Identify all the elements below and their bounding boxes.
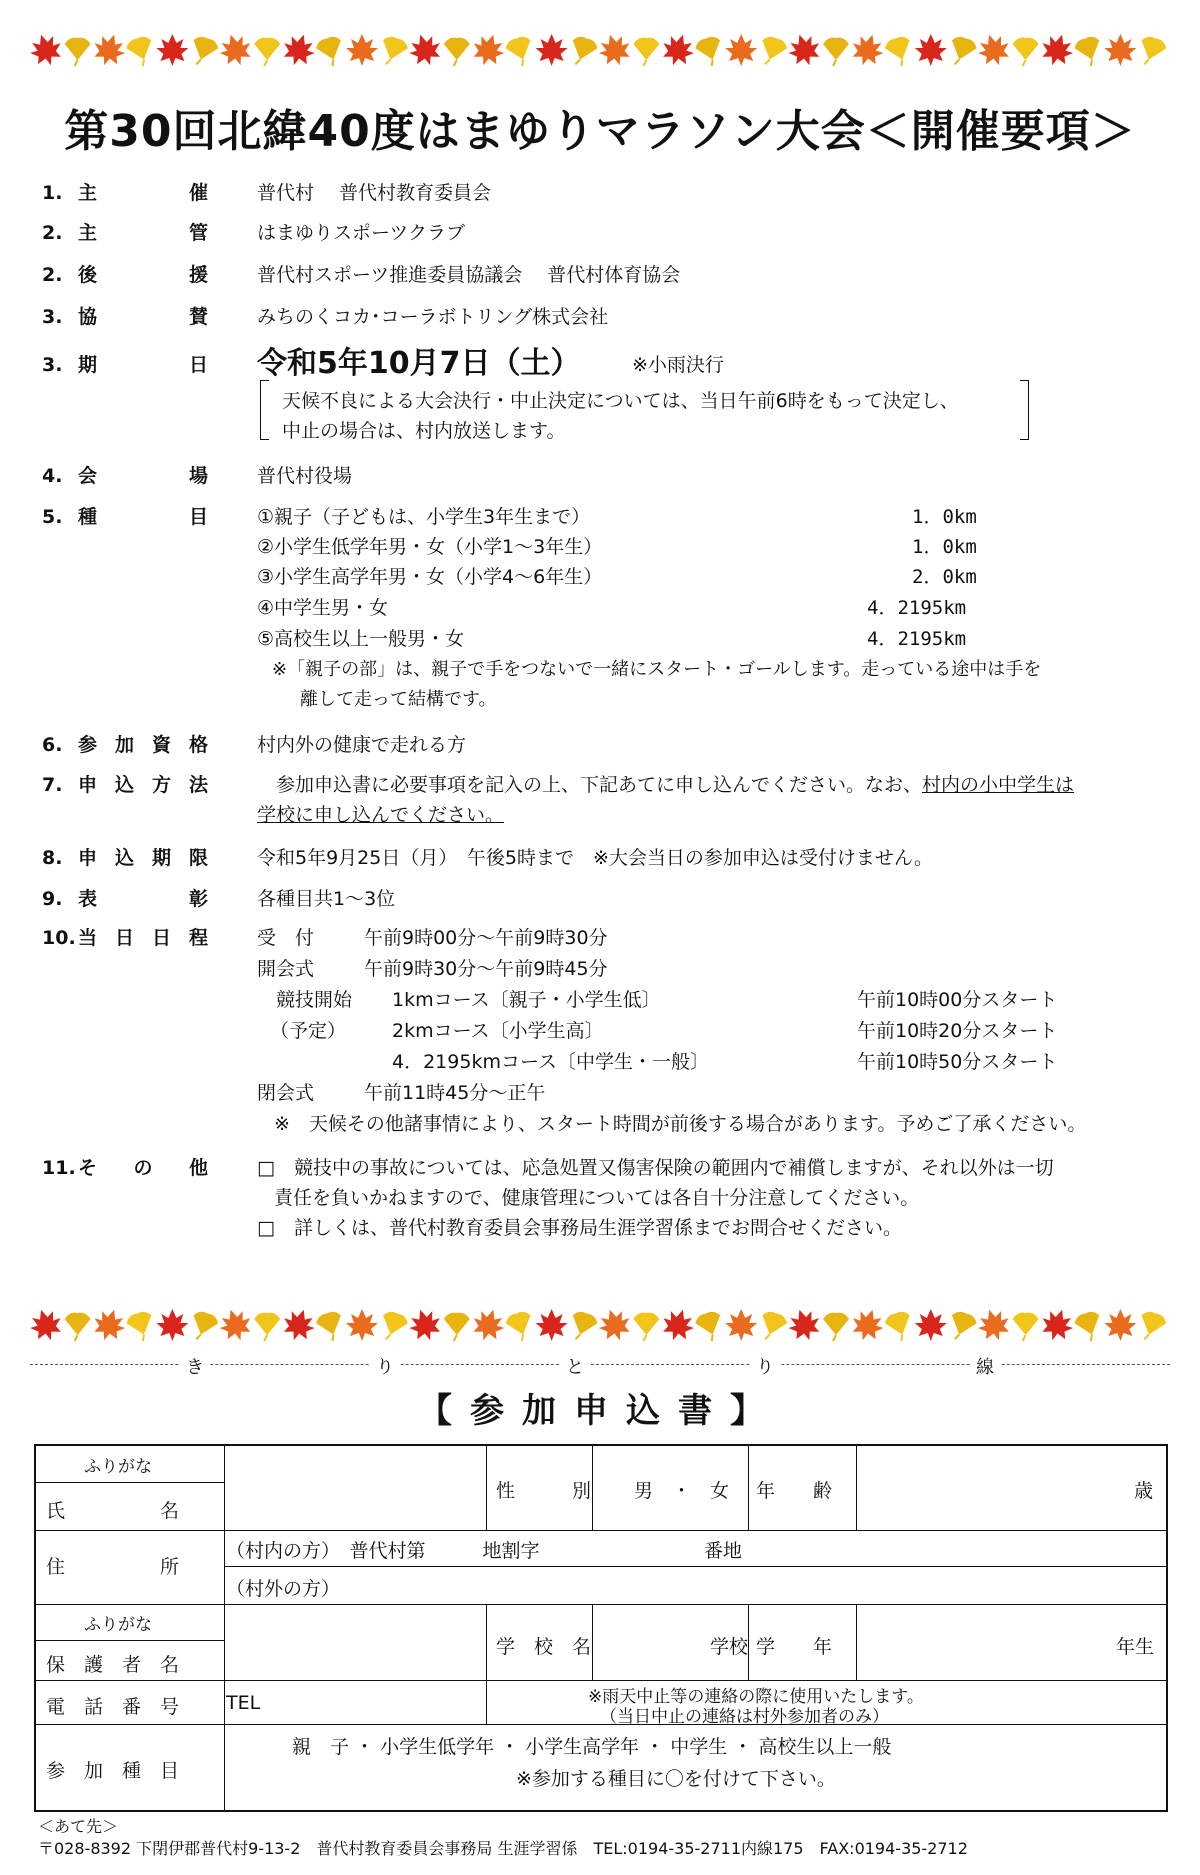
ginkgo-leaf-icon (1135, 1309, 1169, 1344)
section-number: 6. (42, 734, 63, 756)
support-value: 普代村スポーツ推進委員協議会 普代村体育協会 (257, 264, 681, 286)
maple-leaf-icon (279, 1305, 319, 1345)
section-label: そ の 他 (78, 1157, 208, 1179)
section-number: 2. (42, 264, 63, 286)
maple-leaf-icon (595, 1305, 635, 1345)
category-label: 参 加 種 目 (46, 1760, 180, 1782)
section-application (42, 770, 1162, 830)
course-name: 1kmコース〔親子・小学生低〕 (392, 989, 661, 1011)
event-item-distance: 1．0km (912, 536, 977, 558)
form-title: 【参加申込書】 (418, 1391, 782, 1431)
awards-value: 各種目共1～3位 (257, 888, 396, 910)
ginkgo-leaf-icon (755, 1309, 789, 1344)
ginkgo-leaf-icon (883, 34, 917, 69)
event-item-distance: 2．0km (912, 566, 977, 588)
ginkgo-leaf-icon (376, 1309, 410, 1344)
application-form (34, 1444, 1168, 1812)
ginkgo-leaf-icon (125, 1309, 159, 1344)
section-label: 主 管 (78, 222, 208, 244)
course-name: 4．2195kmコース〔中学生・一般〕 (392, 1051, 710, 1073)
ginkgo-leaf-icon (187, 1309, 221, 1344)
maple-leaf-icon (536, 34, 568, 66)
phone-usage-note: ※雨天中止等の連絡の際に使用いたします。 (588, 1687, 924, 1707)
page-title: 第30回北緯40度はまゆりマラソン大会＜開催要項＞ (64, 106, 1136, 157)
insurance-note: □ 競技中の事故については、応急処置又傷害保険の範囲内で補償しますが、それ以外は一切 (257, 1157, 1054, 1179)
section-number: 3. (42, 306, 63, 328)
section-events (42, 502, 1162, 712)
ginkgo-leaf-icon (1073, 34, 1107, 69)
event-item-name: ③小学生高学年男・女（小学4～6年生） (257, 566, 603, 588)
reception-label: 受 付 (257, 927, 315, 949)
guardian-label: 保 護 者 名 (46, 1654, 180, 1676)
course-start-time: 午前10時00分スタート (857, 989, 1058, 1011)
course-start-time: 午前10時50分スタート (857, 1051, 1058, 1073)
section-label: 期 日 (78, 354, 208, 376)
maple-leaf-icon (725, 34, 757, 66)
parent-child-note-line1: ※「親子の部」は、親子で手をつないで一緒にスタート・ゴールします。走っている途中は手を (272, 659, 1042, 680)
maple-leaf-icon (1037, 1305, 1077, 1345)
section-label: 種 目 (78, 506, 208, 528)
section-schedule (42, 923, 1162, 1143)
ginkgo-leaf-icon (254, 38, 280, 66)
bracket-right (1020, 380, 1029, 440)
section-label: 参加資格 (78, 734, 208, 756)
section-label: 主 催 (78, 182, 208, 204)
ginkgo-leaf-icon (633, 1313, 659, 1341)
opening-label: 開会式 (257, 958, 315, 980)
application-instructions: 参加申込書に必要事項を記入の上、下記あてに申し込んでください。なお、 (257, 774, 923, 796)
school-students-note-cont: 学校に申し込んでください。 (257, 804, 505, 826)
name-input[interactable] (232, 1486, 482, 1526)
maple-leaf-icon (156, 34, 188, 66)
maple-leaf-icon (974, 1305, 1014, 1345)
section-label: 当日日程 (78, 927, 208, 949)
maple-leaf-icon (784, 30, 824, 70)
gender-label: 性 別 (496, 1480, 592, 1502)
ginkgo-leaf-icon (566, 1309, 600, 1344)
section-date (42, 346, 1162, 450)
ginkgo-leaf-icon (254, 1313, 280, 1341)
ginkgo-leaf-icon (444, 1313, 470, 1341)
schedule-note: ※ 天候その他諸事情により、スタート時間が前後する場合があります。予めご了承ください。 (274, 1113, 1087, 1135)
rain-note: ※小雨決行 (632, 354, 724, 376)
ginkgo-leaf-icon (65, 38, 91, 66)
maple-leaf-icon (89, 30, 129, 70)
ginkgo-leaf-icon (633, 38, 659, 66)
address-input[interactable] (356, 1570, 1156, 1600)
section-number: 4. (42, 465, 63, 487)
ginkgo-leaf-icon (755, 34, 789, 69)
ginkgo-leaf-icon (693, 34, 727, 69)
grade-label: 学 年 (756, 1636, 833, 1658)
race-start-label: 競技開始 (276, 989, 353, 1011)
ginkgo-leaf-icon (1013, 1313, 1039, 1341)
ginkgo-leaf-icon (376, 34, 410, 69)
address-banchi: 番地 (704, 1540, 743, 1562)
event-item-name: ①親子（子どもは、小学生3年生まで） (257, 506, 591, 528)
weather-decision-line2: 中止の場合は、村内放送します。 (282, 420, 566, 442)
section-number: 5. (42, 506, 63, 528)
maple-leaf-icon (1037, 30, 1077, 70)
weather-decision-line1: 天候不良による大会決行・中止決定については、当日午前6時をもって決定し、 (282, 390, 959, 412)
ginkgo-leaf-icon (504, 34, 538, 69)
maple-leaf-icon (915, 34, 947, 66)
ginkgo-leaf-icon (566, 34, 600, 69)
phone-label: 電 話 番 号 (46, 1696, 180, 1718)
name-label: 氏 名 (46, 1500, 180, 1522)
maple-leaf-icon (30, 1305, 66, 1345)
event-item-name: ②小学生低学年男・女（小学1～3年生） (257, 536, 603, 558)
course-name: 2kmコース〔小学生高〕 (392, 1020, 604, 1042)
inquiry-note: □ 詳しくは、普代村教育委員会事務局生涯学習係までお問合せください。 (257, 1217, 902, 1239)
health-note: 責任を負いかねますので、健康管理については各自十分注意してください。 (274, 1187, 920, 1209)
school-students-note: 村内の小中学生は (922, 774, 1075, 796)
ginkgo-leaf-icon (883, 1309, 917, 1344)
maple-leaf-icon (725, 1309, 757, 1341)
section-number: 11. (42, 1157, 76, 1179)
venue-value: 普代村役場 (257, 465, 353, 487)
manager-value: はまゆりスポーツクラブ (257, 222, 466, 244)
ginkgo-leaf-icon (1135, 34, 1169, 69)
cut-line (30, 1353, 1170, 1377)
contact-footer (38, 1816, 968, 1860)
ginkgo-leaf-icon (1013, 38, 1039, 66)
furigana-label: ふりがな (84, 1457, 152, 1477)
phone-prefix: TEL (226, 1692, 261, 1714)
maple-leaf-icon (974, 30, 1014, 70)
address-out-village: （村外の方） (226, 1578, 341, 1600)
maple-leaf-icon (346, 1309, 378, 1341)
cutline-char: り (370, 1353, 400, 1379)
ginkgo-leaf-icon (444, 38, 470, 66)
maple-leaf-icon (89, 1305, 129, 1345)
section-label: 申込方法 (78, 774, 208, 796)
section-number: 9. (42, 888, 63, 910)
autumn-leaf-border-bottom (30, 1305, 1170, 1345)
age-label: 年 齢 (756, 1480, 833, 1502)
ginkgo-leaf-icon (945, 34, 979, 69)
maple-leaf-icon (405, 1305, 445, 1345)
ginkgo-leaf-icon (125, 34, 159, 69)
section-label: 会 場 (78, 465, 208, 487)
race-tentative-label: （予定） (270, 1020, 347, 1042)
phone-input[interactable] (266, 1686, 482, 1720)
maple-leaf-icon (847, 1305, 887, 1345)
phone-out-village-note: （当日中止の連絡は村外参加者のみ） (600, 1707, 889, 1727)
maple-leaf-icon (847, 30, 887, 70)
event-item-distance: 4．2195km (867, 628, 967, 650)
guardian-input[interactable] (232, 1644, 482, 1676)
address-in-village: （村内の方） 普代村第 地割字 (226, 1540, 540, 1562)
event-date: 令和5年10月7日（土） (257, 346, 581, 381)
ginkgo-leaf-icon (1073, 1309, 1107, 1344)
furigana-input[interactable] (232, 1450, 482, 1478)
ginkgo-leaf-icon (65, 1313, 91, 1341)
ginkgo-leaf-icon (314, 34, 348, 69)
section-number: 7. (42, 774, 63, 796)
gender-options[interactable]: 男 ・ 女 (634, 1480, 730, 1502)
maple-leaf-icon (658, 30, 698, 70)
section-number: 1. (42, 182, 63, 204)
reception-time: 午前9時00分～午前9時30分 (364, 927, 608, 949)
ginkgo-leaf-icon (945, 1309, 979, 1344)
maple-leaf-icon (215, 30, 255, 70)
contact-to-label: ＜あて先＞ (38, 1817, 119, 1836)
school-label: 学 校 名 (496, 1636, 592, 1658)
event-item-name: ⑤高校生以上一般男・女 (257, 628, 465, 650)
section-number: 10. (42, 927, 76, 949)
maple-leaf-icon (658, 1305, 698, 1345)
maple-leaf-icon (1104, 1309, 1136, 1341)
deadline-value: 令和5年9月25日（月） 午後5時まで ※大会当日の参加申込は受付けません。 (257, 847, 934, 869)
ginkgo-leaf-icon (693, 1309, 727, 1344)
sponsor-value: みちのくコカ･コーラボトリング株式会社 (257, 306, 609, 328)
category-options[interactable]: 親 子 ・ 小学生低学年 ・ 小学生高学年 ・ 中学生 ・ 高校生以上一般 (292, 1736, 892, 1758)
maple-leaf-icon (1104, 34, 1136, 66)
school-unit: 学校 (710, 1636, 749, 1658)
maple-leaf-icon (156, 1309, 188, 1341)
section-number: 3. (42, 354, 63, 376)
grade-unit: 年生 (1116, 1636, 1155, 1658)
bracket-left (260, 380, 269, 440)
maple-leaf-icon (915, 1309, 947, 1341)
cutline-char: き (180, 1353, 210, 1379)
eligibility-value: 村内外の健康で走れる方 (257, 734, 467, 756)
maple-leaf-icon (595, 30, 635, 70)
maple-leaf-icon (346, 34, 378, 66)
maple-leaf-icon (468, 30, 508, 70)
organizer-value: 普代村 普代村教育委員会 (257, 182, 492, 204)
parent-child-note-line2: 離して走って結構です。 (300, 689, 497, 710)
event-item-distance: 1．0km (912, 506, 977, 528)
ginkgo-leaf-icon (823, 38, 849, 66)
event-item-name: ④中学生男・女 (257, 597, 389, 619)
contact-address: 〒028-8392 下閉伊郡普代村9-13-2 普代村教育委員会事務局 生涯学習係 TEL:0194-35-2711内線175 FAX:0194-35-2712 (38, 1839, 968, 1858)
section-label: 協 賛 (78, 306, 208, 328)
course-start-time: 午前10時20分スタート (857, 1020, 1058, 1042)
ginkgo-leaf-icon (314, 1309, 348, 1344)
autumn-leaf-border-top (30, 30, 1170, 70)
cutline-char: と (560, 1353, 590, 1379)
section-label: 後 援 (78, 264, 208, 286)
event-item-distance: 4．2195km (867, 597, 967, 619)
age-unit: 歳 (1134, 1480, 1154, 1502)
address-label: 住 所 (46, 1556, 180, 1578)
maple-leaf-icon (784, 1305, 824, 1345)
section-label: 申込期限 (78, 847, 208, 869)
opening-time: 午前9時30分～午前9時45分 (364, 958, 608, 980)
section-number: 8. (42, 847, 63, 869)
ginkgo-leaf-icon (504, 1309, 538, 1344)
cutline-char: 線 (970, 1353, 1000, 1379)
category-note: ※参加する種目に〇を付けて下さい。 (516, 1768, 836, 1790)
furigana-label-guardian: ふりがな (84, 1615, 152, 1635)
cutline-char: り (750, 1353, 780, 1379)
maple-leaf-icon (405, 30, 445, 70)
maple-leaf-icon (468, 1305, 508, 1345)
maple-leaf-icon (215, 1305, 255, 1345)
ginkgo-leaf-icon (823, 1313, 849, 1341)
maple-leaf-icon (30, 30, 66, 70)
ginkgo-leaf-icon (187, 34, 221, 69)
maple-leaf-icon (279, 30, 319, 70)
maple-leaf-icon (536, 1309, 568, 1341)
section-other (42, 1153, 1162, 1243)
age-input[interactable] (864, 1456, 1124, 1520)
section-number: 2. (42, 222, 63, 244)
closing-label: 閉会式 (257, 1082, 315, 1104)
section-label: 表 彰 (78, 888, 208, 910)
closing-time: 午前11時45分～正午 (364, 1082, 546, 1104)
